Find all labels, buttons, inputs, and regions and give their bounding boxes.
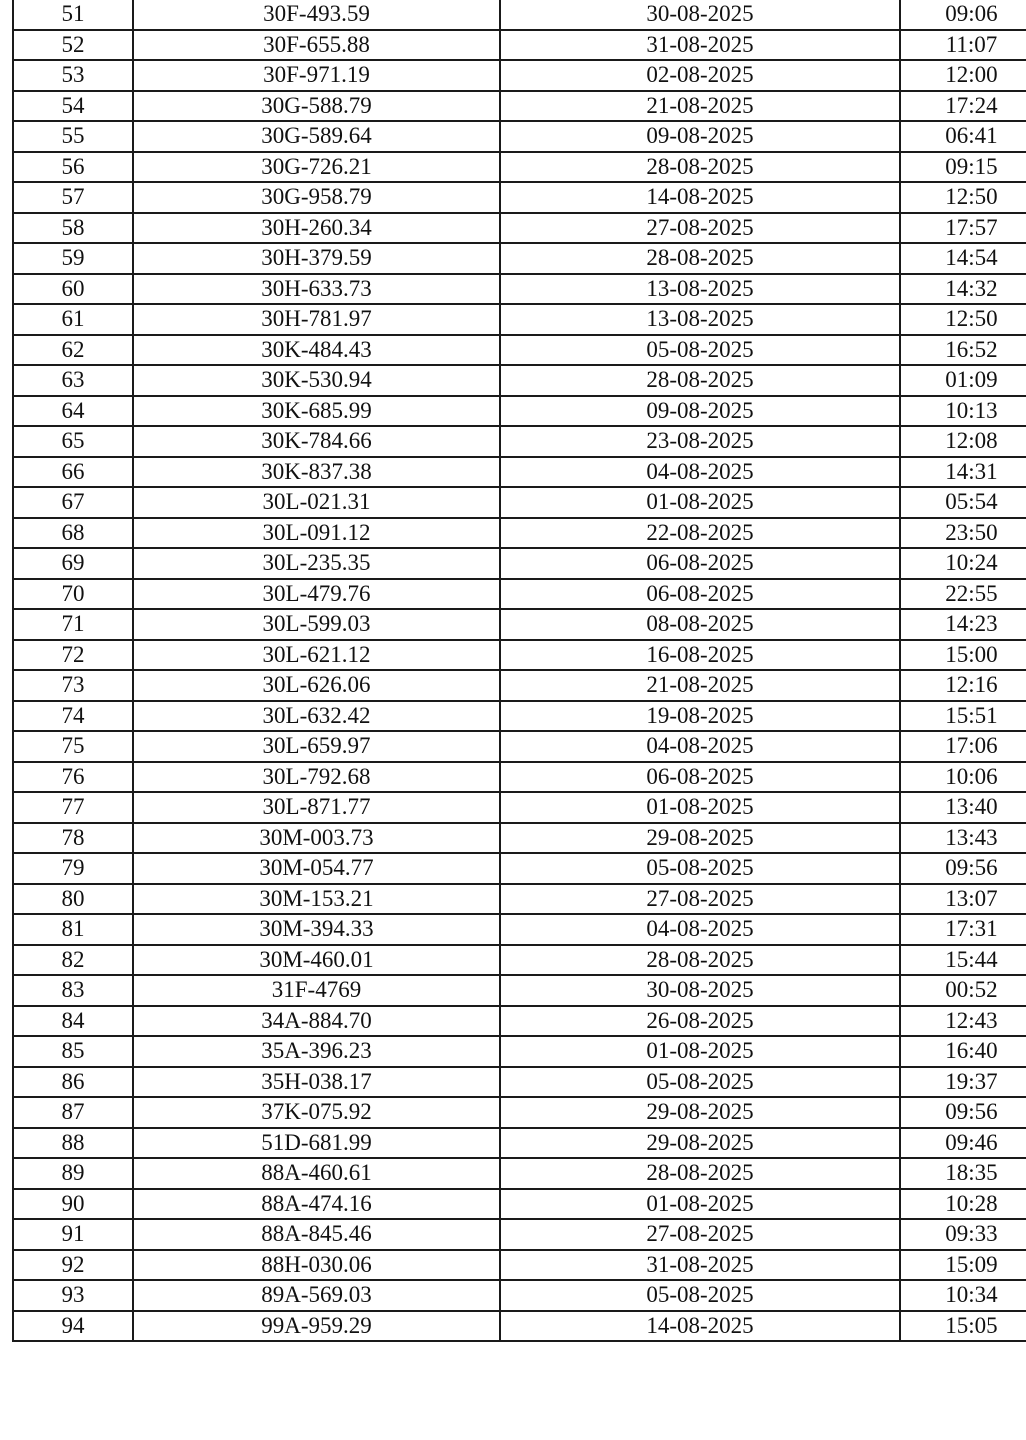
time-cell: 23:50: [900, 518, 1026, 549]
time-cell: 13:07: [900, 884, 1026, 915]
table-row: [13, 792, 1026, 823]
table-row: [13, 609, 1026, 640]
table-row: [13, 152, 1026, 183]
time-cell: 05:54: [900, 487, 1026, 518]
table-row: [13, 182, 1026, 213]
table-row: [13, 762, 1026, 793]
date-cell: 22-08-2025: [500, 518, 900, 549]
time-cell: 15:44: [900, 945, 1026, 976]
table-row: [13, 945, 1026, 976]
row-number-cell: 72: [13, 640, 133, 671]
row-number-cell: 81: [13, 914, 133, 945]
records-table: [12, 0, 1026, 1342]
row-number-cell: 83: [13, 975, 133, 1006]
row-number-cell: 91: [13, 1219, 133, 1250]
date-cell: 06-08-2025: [500, 579, 900, 610]
plate-number-cell: 30L-659.97: [133, 731, 500, 762]
date-cell: 14-08-2025: [500, 1311, 900, 1342]
time-cell: 15:51: [900, 701, 1026, 732]
date-cell: 05-08-2025: [500, 1067, 900, 1098]
row-number-cell: 87: [13, 1097, 133, 1128]
row-number-cell: 62: [13, 335, 133, 366]
time-cell: 14:31: [900, 457, 1026, 488]
date-cell: 14-08-2025: [500, 182, 900, 213]
time-cell: 09:06: [900, 0, 1026, 30]
plate-number-cell: 88A-474.16: [133, 1189, 500, 1220]
table-row: [13, 91, 1026, 122]
plate-number-cell: 30L-871.77: [133, 792, 500, 823]
plate-number-cell: 30L-792.68: [133, 762, 500, 793]
plate-number-cell: 30G-726.21: [133, 152, 500, 183]
plate-number-cell: 30M-153.21: [133, 884, 500, 915]
table-row: [13, 60, 1026, 91]
time-cell: 12:08: [900, 426, 1026, 457]
date-cell: 29-08-2025: [500, 1097, 900, 1128]
row-number-cell: 68: [13, 518, 133, 549]
time-cell: 06:41: [900, 121, 1026, 152]
time-cell: 10:28: [900, 1189, 1026, 1220]
table-row: [13, 1158, 1026, 1189]
plate-number-cell: 30K-784.66: [133, 426, 500, 457]
plate-number-cell: 89A-569.03: [133, 1280, 500, 1311]
row-number-cell: 55: [13, 121, 133, 152]
time-cell: 22:55: [900, 579, 1026, 610]
plate-number-cell: 30L-235.35: [133, 548, 500, 579]
plate-number-cell: 34A-884.70: [133, 1006, 500, 1037]
time-cell: 16:52: [900, 335, 1026, 366]
table-row: [13, 487, 1026, 518]
date-cell: 27-08-2025: [500, 884, 900, 915]
date-cell: 05-08-2025: [500, 853, 900, 884]
row-number-cell: 56: [13, 152, 133, 183]
date-cell: 28-08-2025: [500, 243, 900, 274]
time-cell: 14:23: [900, 609, 1026, 640]
time-cell: 15:00: [900, 640, 1026, 671]
time-cell: 11:07: [900, 30, 1026, 61]
table-row: [13, 1128, 1026, 1159]
time-cell: 09:56: [900, 853, 1026, 884]
plate-number-cell: 30H-633.73: [133, 274, 500, 305]
row-number-cell: 88: [13, 1128, 133, 1159]
date-cell: 06-08-2025: [500, 762, 900, 793]
time-cell: 16:40: [900, 1036, 1026, 1067]
time-cell: 15:05: [900, 1311, 1026, 1342]
row-number-cell: 53: [13, 60, 133, 91]
table-row: [13, 243, 1026, 274]
plate-number-cell: 30L-479.76: [133, 579, 500, 610]
row-number-cell: 84: [13, 1006, 133, 1037]
date-cell: 04-08-2025: [500, 457, 900, 488]
time-cell: 09:46: [900, 1128, 1026, 1159]
time-cell: 15:09: [900, 1250, 1026, 1281]
time-cell: 13:43: [900, 823, 1026, 854]
row-number-cell: 61: [13, 304, 133, 335]
time-cell: 14:32: [900, 274, 1026, 305]
row-number-cell: 74: [13, 701, 133, 732]
date-cell: 04-08-2025: [500, 914, 900, 945]
plate-number-cell: 37K-075.92: [133, 1097, 500, 1128]
row-number-cell: 59: [13, 243, 133, 274]
plate-number-cell: 30L-632.42: [133, 701, 500, 732]
table-row: [13, 823, 1026, 854]
date-cell: 29-08-2025: [500, 823, 900, 854]
time-cell: 17:31: [900, 914, 1026, 945]
date-cell: 26-08-2025: [500, 1006, 900, 1037]
table-row: [13, 670, 1026, 701]
plate-number-cell: 35H-038.17: [133, 1067, 500, 1098]
date-cell: 05-08-2025: [500, 1280, 900, 1311]
time-cell: 00:52: [900, 975, 1026, 1006]
date-cell: 01-08-2025: [500, 487, 900, 518]
table-row: [13, 426, 1026, 457]
plate-number-cell: 30F-655.88: [133, 30, 500, 61]
row-number-cell: 75: [13, 731, 133, 762]
date-cell: 01-08-2025: [500, 1036, 900, 1067]
table-row: [13, 0, 1026, 30]
plate-number-cell: 30K-837.38: [133, 457, 500, 488]
date-cell: 31-08-2025: [500, 30, 900, 61]
time-cell: 12:50: [900, 182, 1026, 213]
date-cell: 01-08-2025: [500, 792, 900, 823]
plate-number-cell: 30F-971.19: [133, 60, 500, 91]
time-cell: 17:06: [900, 731, 1026, 762]
row-number-cell: 78: [13, 823, 133, 854]
date-cell: 29-08-2025: [500, 1128, 900, 1159]
row-number-cell: 82: [13, 945, 133, 976]
date-cell: 02-08-2025: [500, 60, 900, 91]
plate-number-cell: 30H-379.59: [133, 243, 500, 274]
time-cell: 12:16: [900, 670, 1026, 701]
time-cell: 10:13: [900, 396, 1026, 427]
plate-number-cell: 88A-460.61: [133, 1158, 500, 1189]
row-number-cell: 77: [13, 792, 133, 823]
row-number-cell: 65: [13, 426, 133, 457]
plate-number-cell: 30L-626.06: [133, 670, 500, 701]
table-row: [13, 1311, 1026, 1342]
time-cell: 12:50: [900, 304, 1026, 335]
table-row: [13, 121, 1026, 152]
time-cell: 19:37: [900, 1067, 1026, 1098]
time-cell: 12:00: [900, 60, 1026, 91]
date-cell: 01-08-2025: [500, 1189, 900, 1220]
plate-number-cell: 30K-685.99: [133, 396, 500, 427]
row-number-cell: 93: [13, 1280, 133, 1311]
row-number-cell: 52: [13, 30, 133, 61]
row-number-cell: 64: [13, 396, 133, 427]
time-cell: 18:35: [900, 1158, 1026, 1189]
table-row: [13, 1006, 1026, 1037]
row-number-cell: 90: [13, 1189, 133, 1220]
plate-number-cell: 30K-484.43: [133, 335, 500, 366]
plate-number-cell: 30L-091.12: [133, 518, 500, 549]
table-row: [13, 853, 1026, 884]
date-cell: 06-08-2025: [500, 548, 900, 579]
plate-number-cell: 30G-589.64: [133, 121, 500, 152]
table-row: [13, 365, 1026, 396]
records-table-body: [13, 0, 1026, 1341]
plate-number-cell: 30K-530.94: [133, 365, 500, 396]
row-number-cell: 51: [13, 0, 133, 30]
table-row: [13, 213, 1026, 244]
time-cell: 10:24: [900, 548, 1026, 579]
date-cell: 09-08-2025: [500, 396, 900, 427]
row-number-cell: 73: [13, 670, 133, 701]
row-number-cell: 89: [13, 1158, 133, 1189]
time-cell: 12:43: [900, 1006, 1026, 1037]
row-number-cell: 92: [13, 1250, 133, 1281]
date-cell: 30-08-2025: [500, 975, 900, 1006]
time-cell: 10:34: [900, 1280, 1026, 1311]
plate-number-cell: 30M-003.73: [133, 823, 500, 854]
plate-number-cell: 30F-493.59: [133, 0, 500, 30]
table-row: [13, 1036, 1026, 1067]
time-cell: 14:54: [900, 243, 1026, 274]
date-cell: 21-08-2025: [500, 670, 900, 701]
date-cell: 23-08-2025: [500, 426, 900, 457]
time-cell: 01:09: [900, 365, 1026, 396]
time-cell: 09:33: [900, 1219, 1026, 1250]
plate-number-cell: 30G-958.79: [133, 182, 500, 213]
table-row: [13, 975, 1026, 1006]
table-row: [13, 914, 1026, 945]
plate-number-cell: 30L-021.31: [133, 487, 500, 518]
table-row: [13, 1250, 1026, 1281]
table-row: [13, 274, 1026, 305]
row-number-cell: 54: [13, 91, 133, 122]
plate-number-cell: 31F-4769: [133, 975, 500, 1006]
date-cell: 08-08-2025: [500, 609, 900, 640]
row-number-cell: 66: [13, 457, 133, 488]
plate-number-cell: 35A-396.23: [133, 1036, 500, 1067]
plate-number-cell: 30L-599.03: [133, 609, 500, 640]
row-number-cell: 60: [13, 274, 133, 305]
plate-number-cell: 30H-260.34: [133, 213, 500, 244]
row-number-cell: 69: [13, 548, 133, 579]
plate-number-cell: 51D-681.99: [133, 1128, 500, 1159]
table-row: [13, 304, 1026, 335]
table-row: [13, 335, 1026, 366]
time-cell: 09:15: [900, 152, 1026, 183]
date-cell: 31-08-2025: [500, 1250, 900, 1281]
time-cell: 13:40: [900, 792, 1026, 823]
table-row: [13, 1219, 1026, 1250]
date-cell: 27-08-2025: [500, 213, 900, 244]
table-row: [13, 1097, 1026, 1128]
time-cell: 17:24: [900, 91, 1026, 122]
table-row: [13, 579, 1026, 610]
date-cell: 27-08-2025: [500, 1219, 900, 1250]
table-row: [13, 1067, 1026, 1098]
date-cell: 30-08-2025: [500, 0, 900, 30]
row-number-cell: 58: [13, 213, 133, 244]
date-cell: 16-08-2025: [500, 640, 900, 671]
date-cell: 28-08-2025: [500, 945, 900, 976]
table-row: [13, 30, 1026, 61]
table-row: [13, 1280, 1026, 1311]
plate-number-cell: 30L-621.12: [133, 640, 500, 671]
time-cell: 10:06: [900, 762, 1026, 793]
table-row: [13, 518, 1026, 549]
plate-number-cell: 30H-781.97: [133, 304, 500, 335]
date-cell: 04-08-2025: [500, 731, 900, 762]
table-row: [13, 457, 1026, 488]
row-number-cell: 86: [13, 1067, 133, 1098]
table-row: [13, 396, 1026, 427]
date-cell: 09-08-2025: [500, 121, 900, 152]
date-cell: 21-08-2025: [500, 91, 900, 122]
table-row: [13, 548, 1026, 579]
row-number-cell: 63: [13, 365, 133, 396]
time-cell: 09:56: [900, 1097, 1026, 1128]
table-row: [13, 731, 1026, 762]
date-cell: 19-08-2025: [500, 701, 900, 732]
date-cell: 13-08-2025: [500, 274, 900, 305]
row-number-cell: 57: [13, 182, 133, 213]
row-number-cell: 71: [13, 609, 133, 640]
time-cell: 17:57: [900, 213, 1026, 244]
row-number-cell: 79: [13, 853, 133, 884]
row-number-cell: 76: [13, 762, 133, 793]
date-cell: 05-08-2025: [500, 335, 900, 366]
plate-number-cell: 30M-054.77: [133, 853, 500, 884]
date-cell: 28-08-2025: [500, 1158, 900, 1189]
plate-number-cell: 30G-588.79: [133, 91, 500, 122]
table-row: [13, 1189, 1026, 1220]
row-number-cell: 85: [13, 1036, 133, 1067]
row-number-cell: 94: [13, 1311, 133, 1342]
row-number-cell: 67: [13, 487, 133, 518]
row-number-cell: 70: [13, 579, 133, 610]
plate-number-cell: 30M-460.01: [133, 945, 500, 976]
row-number-cell: 80: [13, 884, 133, 915]
table-row: [13, 640, 1026, 671]
plate-number-cell: 30M-394.33: [133, 914, 500, 945]
table-row: [13, 701, 1026, 732]
plate-number-cell: 88A-845.46: [133, 1219, 500, 1250]
date-cell: 28-08-2025: [500, 365, 900, 396]
plate-number-cell: 99A-959.29: [133, 1311, 500, 1342]
table-row: [13, 884, 1026, 915]
plate-number-cell: 88H-030.06: [133, 1250, 500, 1281]
date-cell: 13-08-2025: [500, 304, 900, 335]
date-cell: 28-08-2025: [500, 152, 900, 183]
